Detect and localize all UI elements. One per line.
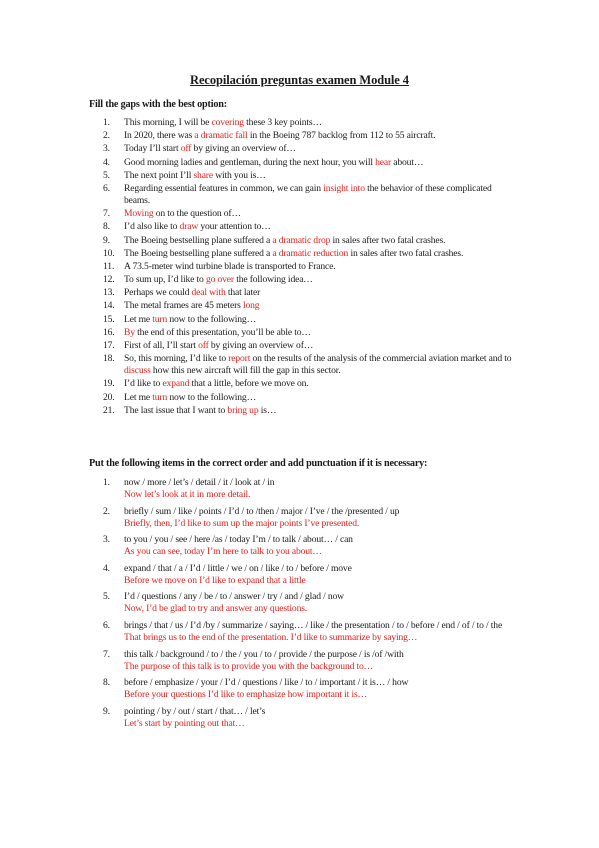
answer-text: expand <box>162 378 190 390</box>
item-number: 16. <box>103 326 115 338</box>
list-item <box>0 620 599 644</box>
item-number: 15. <box>103 313 115 325</box>
item-text: that a little, before we move on. <box>189 378 309 390</box>
list-item <box>0 534 599 558</box>
item-prompt: brings / that / us / I’d /by / summarize / saying… / like / the presentation / to / before / end / of / to / the <box>124 619 503 631</box>
list-item <box>0 706 599 730</box>
list-item <box>0 183 599 207</box>
item-prompt: expand / that / a / I’d / little / we / on / like / to / before / move <box>124 562 352 574</box>
list-item <box>0 563 599 587</box>
item-number: 14. <box>103 300 115 312</box>
item-text: that later <box>225 287 261 299</box>
item-text: on to the question of… <box>153 208 241 220</box>
item-text: The last issue that I want to <box>124 404 228 416</box>
answer-text: Moving <box>124 208 154 220</box>
list-item <box>0 235 599 247</box>
item-number: 8. <box>103 221 110 233</box>
item-text: In 2020, there was <box>124 130 195 142</box>
answer-text: The purpose of this talk is to provide you with the background to… <box>124 660 374 672</box>
item-prompt: I’d / questions / any / be / to / answer / try / and / glad / now <box>124 591 344 603</box>
item-number: 4. <box>103 156 110 168</box>
list-item <box>0 143 599 155</box>
item-number: 21. <box>103 404 115 416</box>
item-prompt: briefly / sum / like / points / I’d / to /then / major / I’ve / the /presented / up <box>124 505 400 517</box>
item-text: these 3 key points… <box>243 117 322 128</box>
list-item <box>0 378 599 390</box>
item-number: 19. <box>103 378 115 390</box>
item-text: I’d like to <box>124 378 163 390</box>
answer-text: off <box>180 143 192 155</box>
item-number: 7. <box>103 648 110 660</box>
answer-text: draw <box>179 221 199 233</box>
answer-text: deal with <box>191 287 226 299</box>
item-prompt: now / more / let’s / detail / it / look at / in <box>124 477 275 488</box>
item-text: by giving an overview of… <box>191 143 296 155</box>
fill-gaps-list <box>0 117 599 418</box>
item-text: Let me <box>124 313 153 325</box>
item-number: 6. <box>103 182 110 194</box>
answer-text: long <box>242 300 260 312</box>
item-text: Let me <box>124 391 153 403</box>
answer-text: share <box>193 169 213 181</box>
item-text: on the results of the analysis of the commercial aviation market and to <box>250 353 512 365</box>
list-item <box>0 274 599 286</box>
item-number: 17. <box>103 340 115 351</box>
list-item <box>0 248 599 260</box>
item-prompt: pointing / by / out / start / that… / let’s <box>124 705 266 717</box>
answer-text: discuss <box>124 365 151 377</box>
item-text: with you is… <box>212 169 266 181</box>
answer-text: As you can see, today I’m here to talk to you about… <box>124 546 322 558</box>
item-prompt: to you / you / see / here /as / today I’m / to talk / about… / can <box>124 534 353 546</box>
answer-text: That brings us to the end of the presentation. I’d like to summarize by saying… <box>124 631 418 643</box>
item-text: now to the following… <box>167 391 257 403</box>
item-number: 4. <box>103 562 110 574</box>
item-text: now to the following… <box>167 313 257 325</box>
item-text: The Boeing bestselling plane suffered a <box>124 234 273 246</box>
item-text: Perhaps we could <box>124 287 192 299</box>
item-text: The metal frames are 45 meters <box>124 300 243 312</box>
item-text: by giving an overview of… <box>208 340 314 351</box>
answer-text: By <box>124 326 135 338</box>
list-item <box>0 170 599 182</box>
item-number: 8. <box>103 677 110 689</box>
answer-text: covering <box>211 117 244 128</box>
page-title: Recopilación preguntas examen Module 4 <box>190 73 409 87</box>
item-number: 5. <box>103 591 110 603</box>
list-item <box>0 591 599 615</box>
item-number: 9. <box>103 705 110 717</box>
answer-text: off <box>198 340 209 351</box>
item-text: about… <box>391 156 424 168</box>
list-item <box>0 353 599 377</box>
item-number: 5. <box>103 169 110 181</box>
item-text: in sales after two fatal crashes. <box>348 247 464 259</box>
answer-text: report <box>228 353 251 365</box>
item-text: Good morning ladies and gentleman, during the next hour, you will <box>124 156 376 168</box>
answer-text: go over <box>205 274 234 286</box>
item-number: 6. <box>103 619 110 631</box>
item-prompt: this talk / background / to / the / you / to / provide / the purpose / is /of /with <box>124 648 404 660</box>
answer-text: Now let’s look at it in more detail. <box>124 489 251 500</box>
item-text: in the Boeing 787 backlog from 112 to 55 aircraft. <box>247 130 436 142</box>
item-text: in sales after two fatal crashes. <box>330 234 446 246</box>
list-item <box>0 506 599 530</box>
list-item <box>0 677 599 701</box>
item-number: 18. <box>103 353 115 365</box>
item-number: 2. <box>103 505 110 517</box>
item-number: 10. <box>103 247 115 259</box>
list-item <box>0 405 599 417</box>
answer-text: Before we move on I’d like to expand that a little <box>124 574 306 586</box>
order-items-list <box>0 477 599 734</box>
list-item <box>0 261 599 273</box>
answer-text: bring up <box>227 404 259 416</box>
list-item <box>0 208 599 220</box>
list-item <box>0 649 599 673</box>
item-text: the end of this presentation, you’ll be able to… <box>134 326 311 338</box>
item-text: So, this morning, I’d like to <box>124 353 229 365</box>
answer-text: a dramatic drop <box>272 234 331 246</box>
item-number: 11. <box>103 260 115 272</box>
item-number: 2. <box>103 130 110 142</box>
item-number: 7. <box>103 208 110 220</box>
item-text: First of all, I’ll start <box>124 340 199 351</box>
list-item <box>0 130 599 142</box>
list-item <box>0 327 599 339</box>
list-item <box>0 221 599 233</box>
list-item <box>0 392 599 404</box>
item-text: I’d also like to <box>124 221 180 233</box>
answer-text: a dramatic reduction <box>272 247 349 259</box>
answer-text: Briefly, then, I’d like to sum up the major points I’ve presented. <box>124 517 360 529</box>
answer-text: Let’s start by pointing out that… <box>124 717 245 729</box>
list-item <box>0 340 599 352</box>
item-text: This morning, I will be <box>124 117 212 128</box>
item-number: 9. <box>103 234 110 246</box>
list-item <box>0 287 599 299</box>
item-text: the behavior of these complicated beams. <box>124 182 492 206</box>
section-heading-order-items: Put the following items in the correct order and add punctuation if it is necessary: <box>89 458 428 469</box>
item-text: To sum up, I’d like to <box>124 274 206 286</box>
list-item <box>0 477 599 501</box>
item-number: 12. <box>103 274 115 286</box>
list-item <box>0 117 599 129</box>
item-text: the following idea… <box>233 274 313 286</box>
answer-text: a dramatic fall <box>194 130 248 142</box>
section-heading-fill-gaps: Fill the gaps with the best option: <box>89 99 227 110</box>
item-number: 1. <box>103 477 110 488</box>
item-prompt: before / emphasize / your / I’d / questions / like / to / important / it is… / how <box>124 677 409 689</box>
answer-text: Before your questions I’d like to emphasize how important it is… <box>124 689 367 701</box>
list-item <box>0 314 599 326</box>
item-text: your attention to… <box>198 221 271 233</box>
item-number: 3. <box>103 534 110 546</box>
answer-text: hear <box>375 156 392 168</box>
item-text: A 73.5-meter wind turbine blade is transported to France. <box>124 260 336 272</box>
answer-text: turn <box>152 391 168 403</box>
answer-text: turn <box>152 313 168 325</box>
item-number: 3. <box>103 143 110 155</box>
answer-text: insight into <box>323 182 365 194</box>
answer-text: Now, I’d be glad to try and answer any questions. <box>124 603 308 615</box>
item-text: Today I’ll start <box>124 143 181 155</box>
item-number: 1. <box>103 117 110 128</box>
list-item <box>0 157 599 169</box>
item-number: 13. <box>103 287 115 299</box>
item-number: 20. <box>103 391 115 403</box>
list-item <box>0 300 599 312</box>
item-text: Regarding essential features in common, we can gain <box>124 182 324 194</box>
item-text: The Boeing bestselling plane suffered a <box>124 247 273 259</box>
item-text: is… <box>258 404 277 416</box>
item-text: how this new aircraft will fill the gap in this sector. <box>150 365 341 377</box>
item-text: The next point I’ll <box>124 169 194 181</box>
